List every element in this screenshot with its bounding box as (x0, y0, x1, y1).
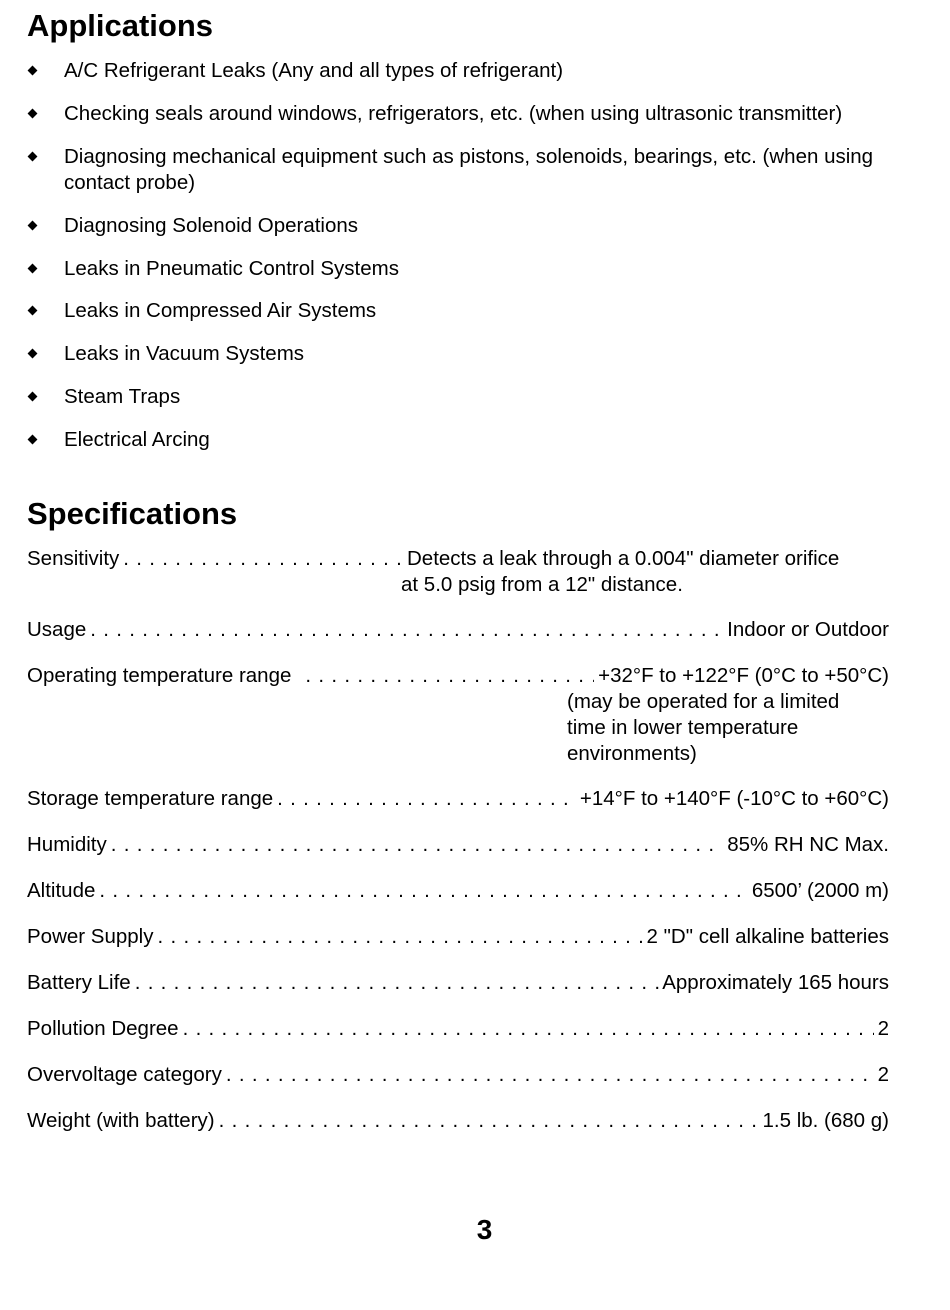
spec-value: 6500’ (2000 m) (751, 879, 889, 902)
list-item (27, 384, 889, 410)
list-item (27, 101, 889, 127)
dot-leader (90, 617, 723, 643)
diamond-bullet-icon (28, 108, 38, 118)
spec-value: 85% RH NC Max. (727, 833, 889, 856)
spec-label: Sensitivity (27, 547, 120, 570)
diamond-bullet-icon (28, 306, 38, 316)
spec-row-weight (27, 1108, 889, 1134)
diamond-bullet-icon (28, 435, 38, 445)
spec-row-sensitivity (27, 546, 889, 598)
spec-row-humidity (27, 832, 889, 858)
spec-label: Power Supply (27, 925, 154, 948)
spec-value: 2 "D" cell alkaline batteries (646, 925, 889, 948)
spec-value: +32°F to +122°F (0°C to +50°C) (598, 664, 889, 687)
dot-leader (219, 1108, 759, 1134)
diamond-bullet-icon (28, 263, 38, 273)
application-text: Leaks in Compressed Air Systems (64, 299, 377, 323)
spec-value-continued: at 5.0 psig from a 12" distance. (401, 573, 683, 596)
spec-row-storage-temperature (27, 786, 889, 812)
dot-leader (99, 878, 747, 904)
dot-leader (157, 924, 642, 950)
dot-leader (277, 786, 568, 812)
application-text: Diagnosing Solenoid Operations (64, 213, 359, 237)
applications-heading: Applications (27, 8, 214, 43)
application-text: Electrical Arcing (64, 428, 210, 452)
spec-label: Usage (27, 618, 87, 641)
spec-row-altitude (27, 878, 889, 904)
dot-leader (226, 1062, 874, 1088)
spec-row-usage (27, 617, 889, 643)
list-item (27, 256, 889, 282)
dot-leader (183, 1016, 874, 1042)
spec-row-overvoltage-category (27, 1062, 889, 1088)
dot-leader (135, 970, 663, 996)
spec-label: Pollution Degree (27, 1017, 179, 1040)
application-text: Steam Traps (64, 385, 181, 409)
spec-label: Operating temperature range (27, 664, 292, 687)
application-text: Diagnosing mechanical equipment such as pistons, solenoids, bearings, etc. (when using contact probe) (64, 144, 874, 194)
spec-row-pollution-degree (27, 1016, 889, 1042)
spec-label: Altitude (27, 879, 96, 902)
list-item (27, 298, 889, 324)
list-item (27, 341, 889, 367)
page-number: 3 (476, 1214, 493, 1245)
spec-label: Weight (with battery) (27, 1109, 215, 1132)
spec-row-battery-life (27, 970, 889, 996)
specifications-heading: Specifications (27, 496, 238, 531)
applications-list (27, 58, 889, 470)
diamond-bullet-icon (28, 151, 38, 161)
spec-value: 2 (877, 1017, 889, 1040)
spec-value: Detects a leak through a 0.004" diameter orifice (407, 547, 840, 570)
dot-leader (123, 546, 403, 572)
diamond-bullet-icon (28, 66, 38, 76)
spec-value: Indoor or Outdoor (727, 618, 889, 641)
dot-leader (305, 663, 594, 689)
spec-label: Humidity (27, 833, 107, 856)
spec-label: Storage temperature range (27, 787, 274, 810)
spec-value: +14°F to +140°F (-10°C to +60°C) (579, 787, 889, 810)
spec-label: Overvoltage category (27, 1063, 222, 1086)
spec-value: 1.5 lb. (680 g) (762, 1109, 889, 1132)
application-text: A/C Refrigerant Leaks (Any and all types of refrigerant) (64, 59, 564, 82)
spec-value: 2 (877, 1063, 889, 1086)
spec-value: Approximately 165 hours (662, 971, 889, 994)
spec-row-operating-temperature (27, 663, 889, 767)
spec-row-power-supply (27, 924, 889, 950)
spec-label: Battery Life (27, 971, 131, 994)
list-item (27, 144, 889, 196)
diamond-bullet-icon (28, 349, 38, 359)
list-item (27, 427, 889, 453)
spec-value-continued: (may be operated for a limited time in lower temperature environments) (567, 690, 840, 765)
dot-leader (111, 832, 723, 858)
application-text: Leaks in Pneumatic Control Systems (64, 256, 399, 280)
application-text: Leaks in Vacuum Systems (64, 342, 305, 366)
diamond-bullet-icon (28, 220, 38, 230)
list-item (27, 213, 889, 239)
diamond-bullet-icon (28, 392, 38, 402)
list-item (27, 58, 889, 84)
application-text: Checking seals around windows, refrigerators, etc. (when using ultrasonic transmitter) (64, 101, 843, 125)
